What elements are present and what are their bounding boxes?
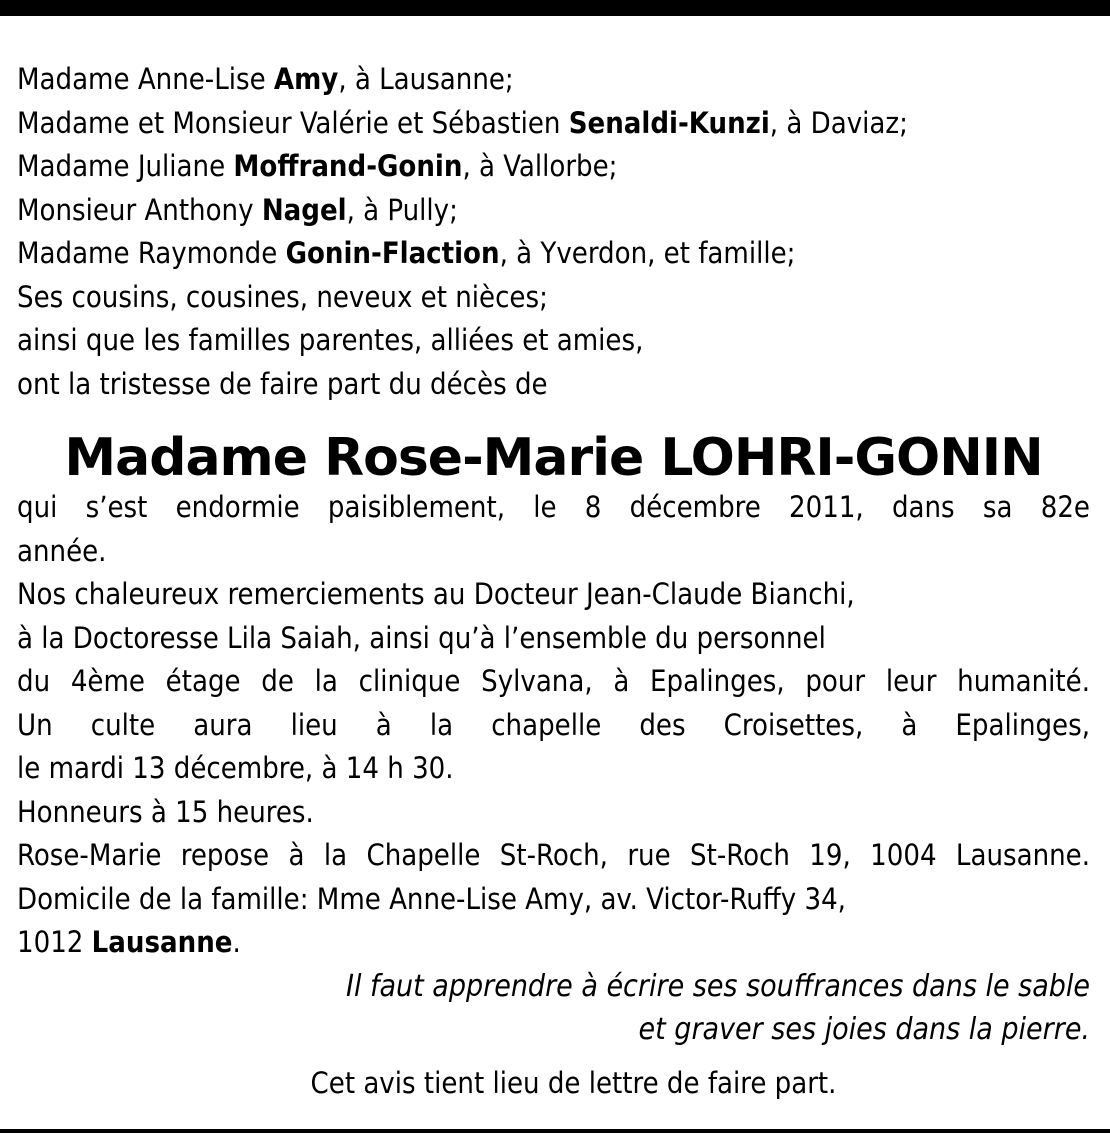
family-line: Madame Juliane Moffrand-Gonin, à Vallorbe; bbox=[17, 149, 618, 183]
honours-line: Honneurs à 15 heures. bbox=[17, 794, 314, 829]
domicile-line: 1012 Lausanne. bbox=[17, 925, 241, 959]
service-line: le mardi 13 décembre, à 14 h 30. bbox=[17, 751, 454, 785]
relatives-line: ainsi que les familles parentes, alliées et amies, bbox=[17, 323, 644, 357]
family-line: Monsieur Anthony Nagel, à Pully; bbox=[17, 192, 458, 227]
relatives-line: Ses cousins, cousines, neveux et nièces; bbox=[17, 279, 548, 314]
top-rule bbox=[0, 0, 1110, 16]
domicile-line: Domicile de la famille: Mme Anne-Lise Amy, av. Victor-Ruffy 34, bbox=[17, 881, 846, 916]
family-surname: Moffrand-Gonin bbox=[233, 149, 463, 183]
quote-line: Il faut apprendre à écrire ses souffrances dans le sable bbox=[346, 968, 1090, 1004]
family-line: Madame Raymonde Gonin-Flaction, à Yverdon, et famille; bbox=[17, 236, 796, 270]
thanks-line: Nos chaleureux remerciements au Docteur Jean-Claude Bianchi, bbox=[17, 577, 855, 611]
closing-note: Cet avis tient lieu de lettre de faire part. bbox=[310, 1065, 837, 1100]
service-line: Un culte aura lieu à la chapelle des Croisettes, à Epalinges, bbox=[17, 707, 1090, 742]
death-line-end: année. bbox=[17, 533, 107, 568]
obituary-notice bbox=[17, 58, 1090, 1105]
thanks-line: à la Doctoresse Lila Saiah, ainsi qu’à l’ensemble du personnel bbox=[17, 620, 826, 655]
rests-line: Rose-Marie repose à la Chapelle St-Roch, rue St-Roch 19, 1004 Lausanne. bbox=[17, 838, 1090, 872]
family-line: Madame Anne-Lise Amy, à Lausanne; bbox=[17, 62, 514, 96]
announcement-line: ont la tristesse de faire part du décès de bbox=[17, 366, 548, 401]
deceased-name: Madame Rose-Marie LOHRI-GONIN bbox=[64, 428, 1043, 488]
family-line: Madame et Monsieur Valérie et Sébastien Senaldi-Kunzi, à Daviaz; bbox=[17, 105, 908, 140]
thanks-line: du 4ème étage de la clinique Sylvana, à Epalinges, pour leur humanité. bbox=[17, 664, 1090, 698]
quote-line: et graver ses joies dans la pierre. bbox=[638, 1012, 1090, 1047]
family-surname: Amy bbox=[273, 62, 339, 96]
family-surname: Gonin-Flaction bbox=[285, 236, 500, 270]
death-line: qui s’est endormie paisiblement, le 8 décembre 2011, dans sa 82e bbox=[17, 490, 1090, 524]
family-surname: Nagel bbox=[261, 192, 347, 227]
family-surname: Senaldi-Kunzi bbox=[568, 105, 770, 140]
domicile-city: Lausanne bbox=[91, 925, 233, 959]
bottom-rule bbox=[0, 1129, 1110, 1133]
